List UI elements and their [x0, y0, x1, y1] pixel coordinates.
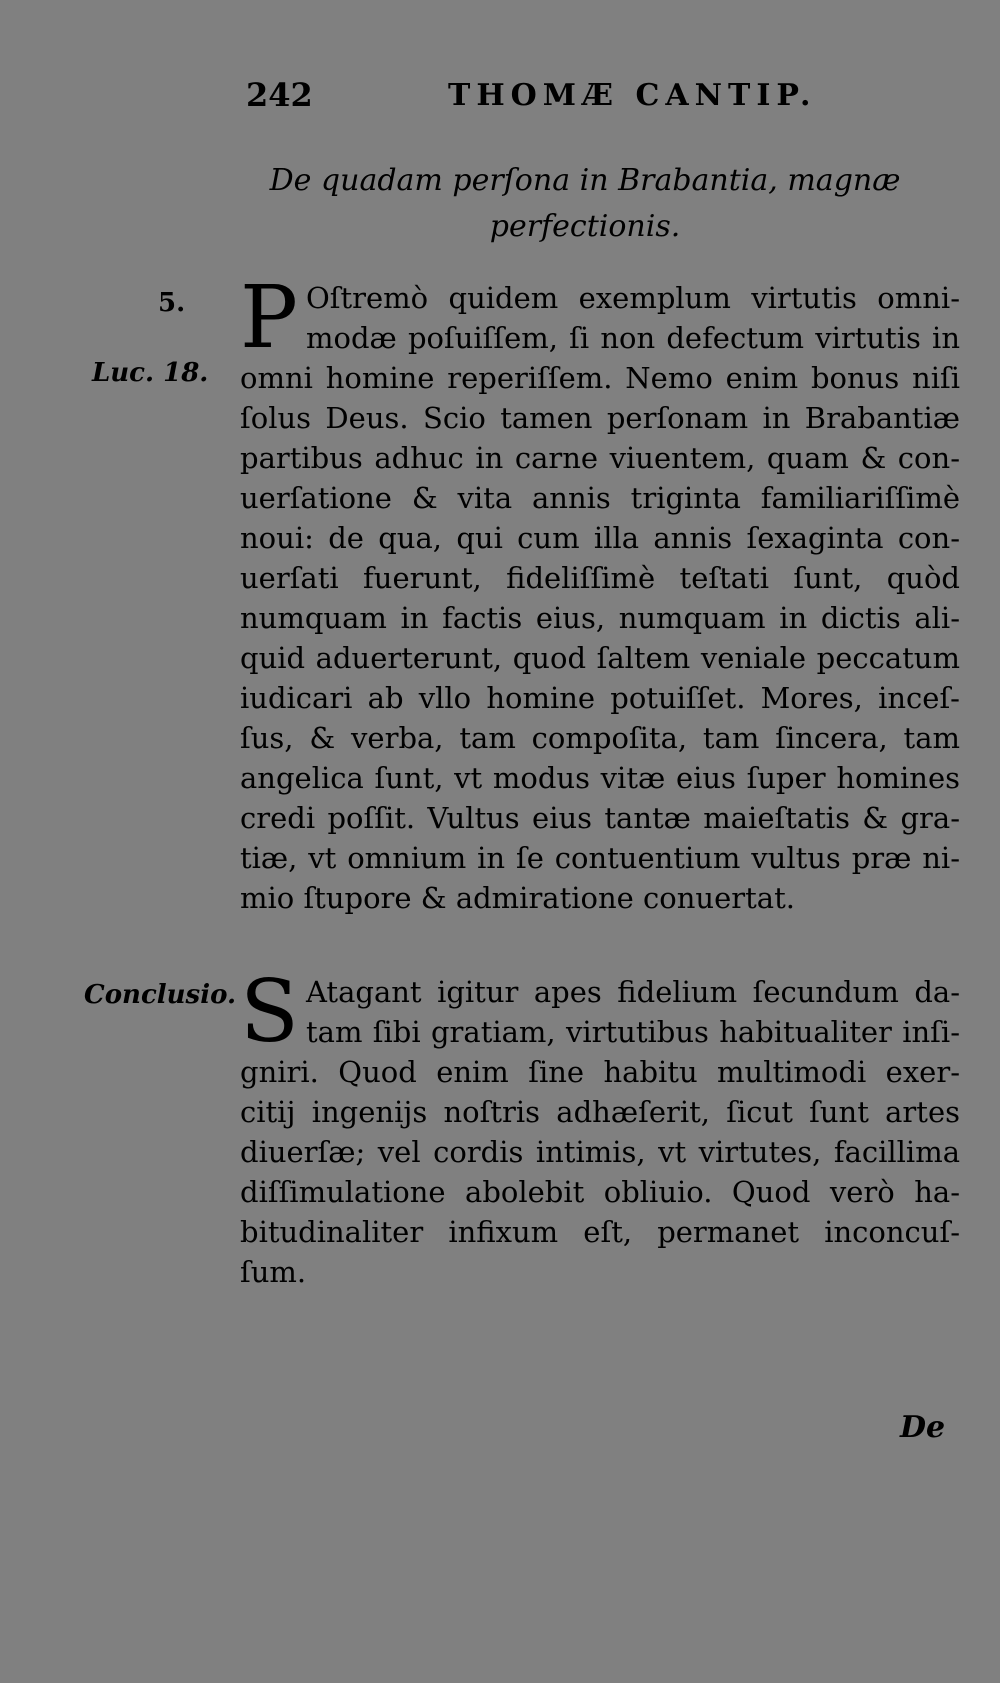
- title-line-2: perfectionis.: [489, 209, 681, 244]
- text-line: numquam in factis eius, numquam in dictis ali-: [240, 601, 960, 635]
- text-line: tam ſibi gratiam, virtutibus habitualiter inſi-: [306, 1015, 960, 1049]
- title-line-1: De quadam perſona in Brabantia, magnæ: [269, 163, 901, 198]
- text-line: diuerſæ; vel cordis intimis, vt virtutes, facillima: [240, 1135, 960, 1169]
- running-head: THOMÆ CANTIP.: [448, 78, 817, 113]
- text-line: gniri. Quod enim ſine habitu multimodi exer-: [240, 1055, 960, 1089]
- section-title: [240, 158, 930, 250]
- drop-cap-p: P: [240, 268, 298, 368]
- page-number: 242: [246, 76, 313, 114]
- margin-section-number: 5.: [158, 288, 186, 318]
- text-line: modæ poſuiſſem, ſi non defectum virtutis in: [306, 321, 960, 355]
- text-line: ſum.: [240, 1255, 307, 1289]
- text-line: iudicari ab vllo homine potuiſſet. Mores, inceſ-: [240, 681, 960, 715]
- drop-cap-s: S: [240, 962, 299, 1062]
- text-line: ſolus Deus. Scio tamen perſonam in Brabantiæ: [240, 401, 960, 435]
- text-line: diſſimulatione abolebit obliuio. Quod verò ha-: [240, 1175, 960, 1209]
- text-line: quid aduerterunt, quod ſaltem veniale peccatum: [240, 641, 960, 675]
- text-line: angelica ſunt, vt modus vitæ eius ſuper homines: [240, 761, 960, 795]
- paragraph-2: [240, 962, 960, 1292]
- catchword: De: [900, 1410, 946, 1445]
- text-line: citij ingenijs noſtris adhæſerit, ſicut ſunt artes: [240, 1095, 960, 1129]
- text-line: uerſati fuerunt, fideliſſimè teſtati ſunt, quòd: [240, 561, 960, 595]
- text-line: credi poſſit. Vultus eius tantæ maieſtatis & gra-: [240, 801, 960, 835]
- text-line: uerſatione & vita annis triginta familiariſſimè: [240, 481, 960, 515]
- page-header: [240, 76, 880, 122]
- text-line: mio ſtupore & admiratione conuertat.: [240, 881, 795, 915]
- text-line: Atagant igitur apes fidelium ſecundum da-: [306, 975, 960, 1009]
- text-line: bitudinaliter infixum eſt, permanet inconcuſ-: [240, 1215, 960, 1249]
- text-line: omni homine reperiſſem. Nemo enim bonus niſi: [240, 361, 960, 395]
- text-line: tiæ, vt omnium in ſe contuentium vultus præ ni-: [240, 841, 960, 875]
- margin-conclusio: Conclusio.: [84, 980, 237, 1010]
- margin-scripture-reference: Luc. 18.: [92, 358, 209, 388]
- text-line: partibus adhuc in carne viuentem, quam & con-: [240, 441, 960, 475]
- text-line: noui: de qua, qui cum illa annis ſexaginta con-: [240, 521, 960, 555]
- text-line: Oſtremò quidem exemplum virtutis omni-: [306, 281, 960, 315]
- paragraph-1: [240, 268, 960, 918]
- text-line: ſus, & verba, tam compoſita, tam ſincera, tam: [240, 721, 960, 755]
